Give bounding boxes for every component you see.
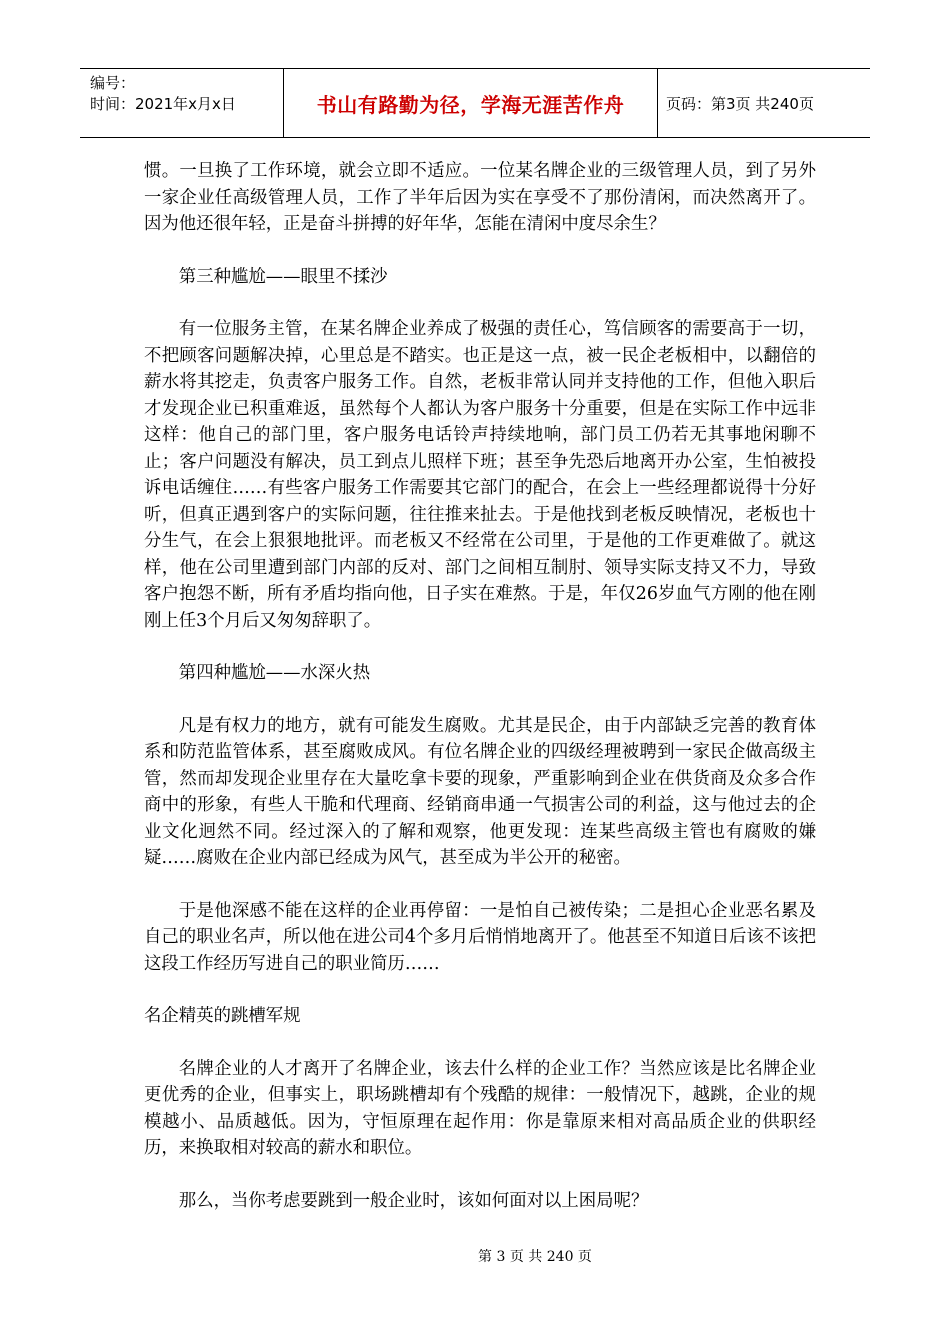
footer-page-number: 第 3 页 共 240 页 [478,1249,592,1265]
page-footer [0,1246,950,1266]
header-left-cell [80,69,284,137]
paragraph-continuation: 惯。一旦换了工作环境，就会立即不适应。一位某名牌企业的三级管理人员，到了另外一家企业任高级管理人员，工作了半年后因为实在享受不了那份清闲，而决然离开了。因为他还很年轻，正是奋斗拼搏的好年华，怎能在清闲中度尽余生？ [144,161,816,234]
document-body [144,158,816,1240]
section-heading-rules: 名企精英的跳槽军规 [144,1006,301,1026]
paragraph: 名牌企业的人才离开了名牌企业，该去什么样的企业工作？当然应该是比名牌企业更优秀的企业，但事实上，职场跳槽却有个残酷的规律：一般情况下，越跳，企业的规模越小、品质越低。因为，守恒原理在起作用：你是靠原来相对高品质企业的供职经历，来换取相对较高的薪水和职位。 [144,1058,816,1158]
document-date: 时间：2021年x月x日 [90,95,236,113]
page-header [80,68,870,138]
paragraph: 那么，当你考虑要跳到一般企业时，该如何面对以上困局呢？ [178,1190,649,1211]
document-number-label: 编号： [90,74,136,92]
paragraph: 凡是有权力的地方，就有可能发生腐败。尤其是民企，由于内部缺乏完善的教育体系和防范监管体系，甚至腐败成风。有位名牌企业的四级经理被聘到一家民企做高级主管，然而却发现企业里存在大量吃拿卡要的现象，严重影响到企业在供货商及众多合作商中的形象，有些人干脆和代理商、经销商串通一气损害公司的利益，这与他过去的企业文化迥然不同。经过深入的了解和观察，他更发现：连某些高级主管也有腐败的嫌疑……腐败在企业内部已经成为风气，甚至成为半公开的秘密。 [144,715,816,868]
header-motto: 书山有路勤为径，学海无涯苦作舟 [284,69,658,137]
section-heading-fourth: 第四种尴尬——水深火热 [178,663,371,683]
header-page-number: 页码：第3页 共240页 [666,94,814,113]
paragraph: 有一位服务主管，在某名牌企业养成了极强的责任心，笃信顾客的需要高于一切，不把顾客问题解决掉，心里总是不踏实。也正是这一点，被一民企老板相中，以翻倍的薪水将其挖走，负责客户服务工作。自然，老板非常认同并支持他的工作，但他入职后才发现企业已积重难返，虽然每个人都认为客户服务十分重要，但是在实际工作中远非这样：他自己的部门里，客户服务电话铃声持续地响，部门员工仍若无其事地闲聊不止；客户问题没有解决，员工到点儿照样下班；甚至争先恐后地离开办公室，生怕被投诉电话缠住……有些客户服务工作需要其它部门的配合，在会上一些经理都说得十分好听，但真正遇到客户的实际问题，往往推来扯去。于是他找到老板反映情况，老板也十分生气，在会上狠狠地批评。而老板又不经常在公司里，于是他的工作更难做了。就这样，他在公司里遭到部门内部的反对、部门之间相互制肘、领导实际支持又不力，导致客户抱怨不断，所有矛盾均指向他，日子实在难熬。于是，年仅26岁血气方刚的他在刚刚上任3个月后又匆匆辞职了。 [144,319,816,631]
paragraph: 于是他深感不能在这样的企业再停留：一是怕自己被传染；二是担心企业恶名累及自己的职业名声，所以他在进公司4个多月后悄悄地离开了。他甚至不知道日后该不该把这段工作经历写进自己的职业简历…… [144,900,816,974]
section-heading-third: 第三种尴尬——眼里不揉沙 [178,266,388,287]
